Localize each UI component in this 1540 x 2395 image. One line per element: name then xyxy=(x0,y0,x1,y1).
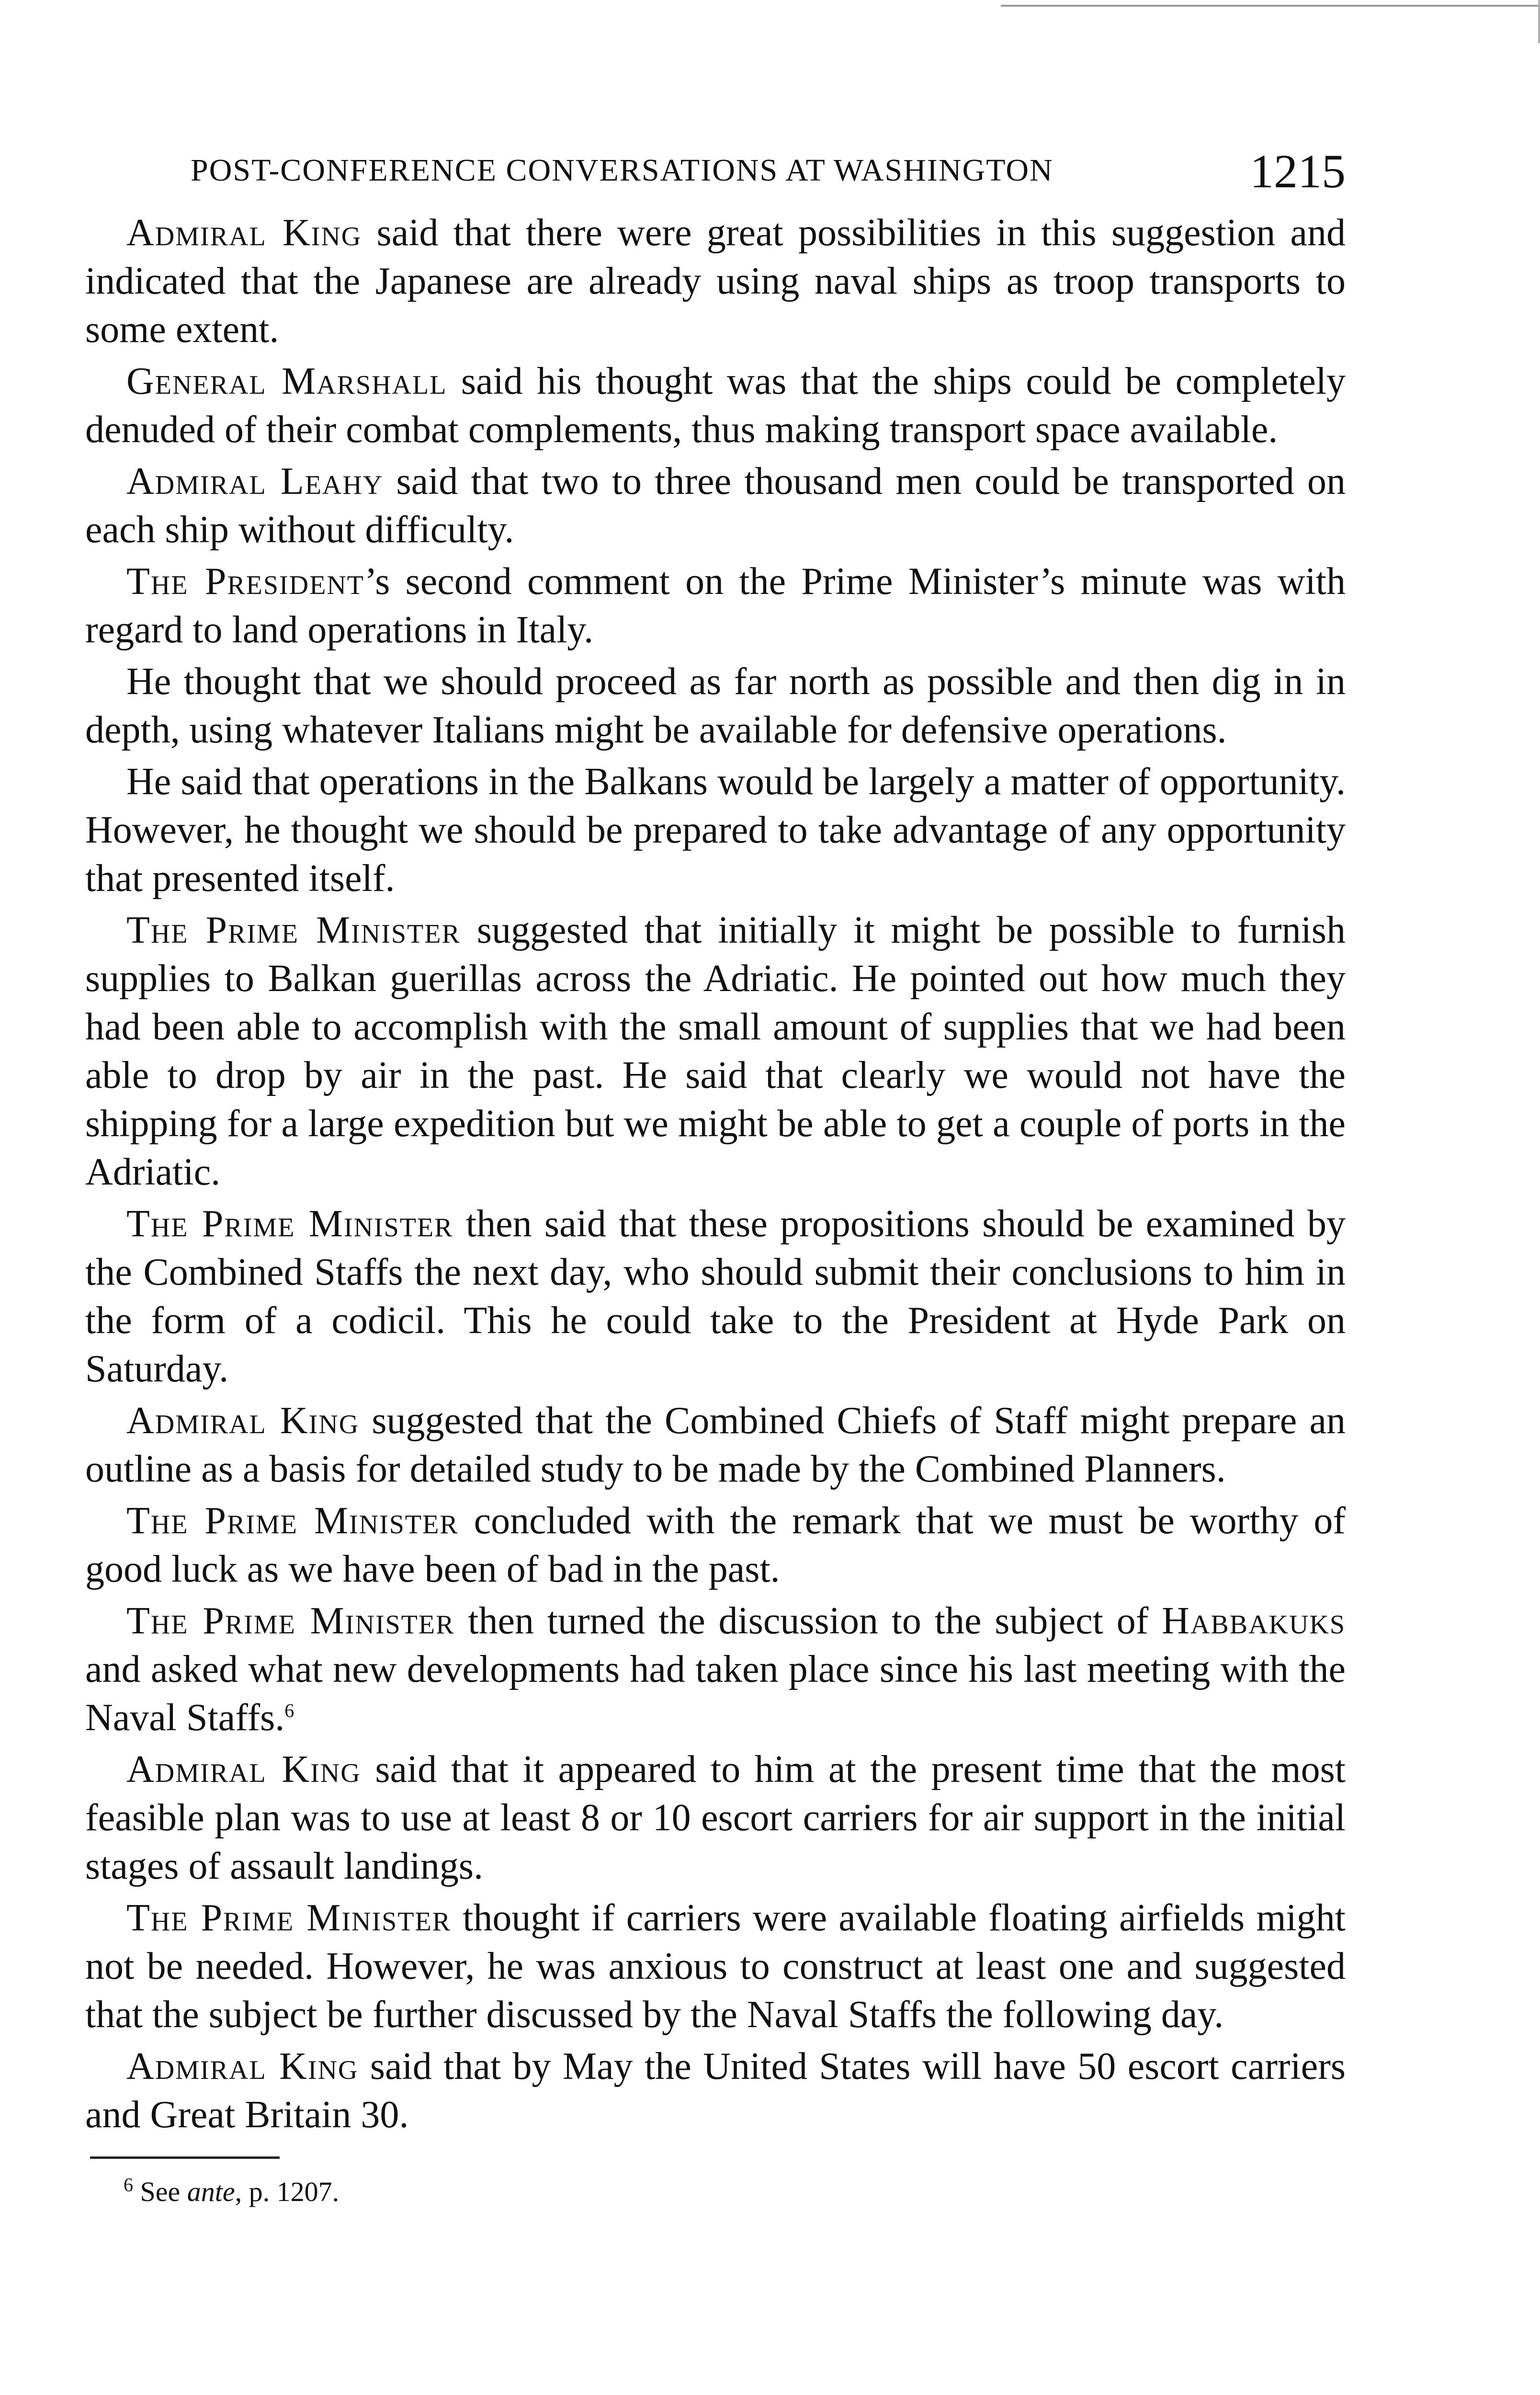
footnote-italic-text: ante xyxy=(187,2176,235,2207)
speaker-name: General Marshall xyxy=(126,360,447,402)
speaker-name: The Prime Minister xyxy=(126,1897,452,1939)
paragraph xyxy=(85,1497,1346,1594)
paragraph-text: said that it appeared to him at the present time that the most feasible plan was to use at least 8 or 10 escort carriers for air support in the initial stages of assault landings. xyxy=(85,1748,1346,1887)
footnote-number: 6 xyxy=(124,2174,133,2196)
paragraph xyxy=(85,2042,1346,2139)
paragraph-text: said that there were great possibilities in this suggestion and indicated that the Japanese are already using naval ships as troop transports to some extent. xyxy=(85,212,1346,351)
speaker-name: The Prime Minister xyxy=(126,1600,455,1642)
paragraph xyxy=(85,558,1346,654)
speaker-name: The President xyxy=(126,560,364,603)
paragraph-text: suggested that initially it might be possible to furnish supplies to Balkan guerillas across the Adriatic. He pointed out how much they had been able to accomplish with the small amount of supplies that we had been able to drop by air in the past. He said that clearly we would not have the shipping for a large expedition but we might be able to get a couple of ports in the Adriatic. xyxy=(85,909,1346,1193)
running-title: POST-CONFERENCE CONVERSATIONS AT WASHINGTON xyxy=(191,153,1053,188)
footnote-text: See xyxy=(133,2176,187,2207)
speaker-name: Admiral Leahy xyxy=(126,460,384,502)
speaker-name: Admiral King xyxy=(126,212,362,254)
paragraph-text: said that by May the United States will have 50 escort carriers and Great Britain 30. xyxy=(85,2045,1346,2136)
running-head xyxy=(85,139,1346,196)
paragraph-text: then said that these propositions should be examined by the Combined Staffs the next day, who should submit their conclusions to him in the form of a codicil. This he could take to the President at Hyde Park on Saturday. xyxy=(85,1203,1346,1390)
paragraph-text: suggested that the Combined Chiefs of Staff might prepare an outline as a basis for detailed study to be made by the Combined Planners. xyxy=(85,1400,1346,1490)
page-number: 1215 xyxy=(1250,145,1346,198)
paragraph-text: He thought that we should proceed as far north as possible and then dig in in depth, using whatever Italians might be available for defensive operations. xyxy=(85,661,1346,751)
paragraph xyxy=(85,906,1346,1197)
paragraph-text: ’s second comment on the Prime Minister’s minute was with regard to land operations in Italy. xyxy=(85,560,1346,651)
paragraph xyxy=(85,758,1346,903)
footnote xyxy=(85,2175,1346,2209)
paragraph-text: and asked what new developments had taken place since his last meeting with the Naval Staffs. xyxy=(85,1648,1346,1739)
speaker-name: The Prime Minister xyxy=(126,909,461,951)
paragraph xyxy=(85,1894,1346,2039)
paragraph xyxy=(85,1745,1346,1891)
paragraph xyxy=(85,357,1346,454)
paragraph-text: He said that operations in the Balkans would be largely a matter of opportunity. However, he thought we should be prepared to take advantage of any opportunity that presented itself. xyxy=(85,761,1346,900)
paragraph xyxy=(85,1200,1346,1393)
paragraph-text: said his thought was that the ships could be completely denuded of their combat complements, thus making transport space available. xyxy=(85,360,1346,451)
body-text xyxy=(85,209,1346,2139)
speaker-name: Admiral King xyxy=(126,2045,359,2087)
paragraph xyxy=(85,209,1346,354)
paragraph xyxy=(85,658,1346,754)
speaker-name: The Prime Minister xyxy=(126,1203,453,1245)
document-page xyxy=(85,139,1346,2209)
footnote-reference[interactable]: 6 xyxy=(284,1699,294,1722)
speaker-name: The Prime Minister xyxy=(126,1500,459,1542)
footnote-text: , p. 1207. xyxy=(235,2176,340,2207)
paragraph xyxy=(85,1397,1346,1494)
paragraph-text: concluded with the remark that we must be worthy of good luck as we have been of bad in the past. xyxy=(85,1500,1346,1590)
scan-edge-rule xyxy=(1001,5,1540,7)
footnote-divider xyxy=(90,2156,280,2159)
speaker-name: Admiral King xyxy=(126,1400,360,1442)
paragraph xyxy=(85,457,1346,554)
paragraph-text: said that two to three thousand men could be transported on each ship without difficulty. xyxy=(85,460,1346,551)
paragraph-text: thought if carriers were available floating airfields might not be needed. However, he was anxious to construct at least one and suggested that the subject be further discussed by the Naval Staffs the following day. xyxy=(85,1897,1346,2036)
scan-edge-mark xyxy=(1538,0,1540,43)
paragraph-text: then turned the discussion to the subject of xyxy=(454,1600,1162,1642)
paragraph xyxy=(85,1597,1346,1742)
operation-name: Habbakuks xyxy=(1162,1600,1346,1642)
speaker-name: Admiral King xyxy=(126,1748,361,1791)
